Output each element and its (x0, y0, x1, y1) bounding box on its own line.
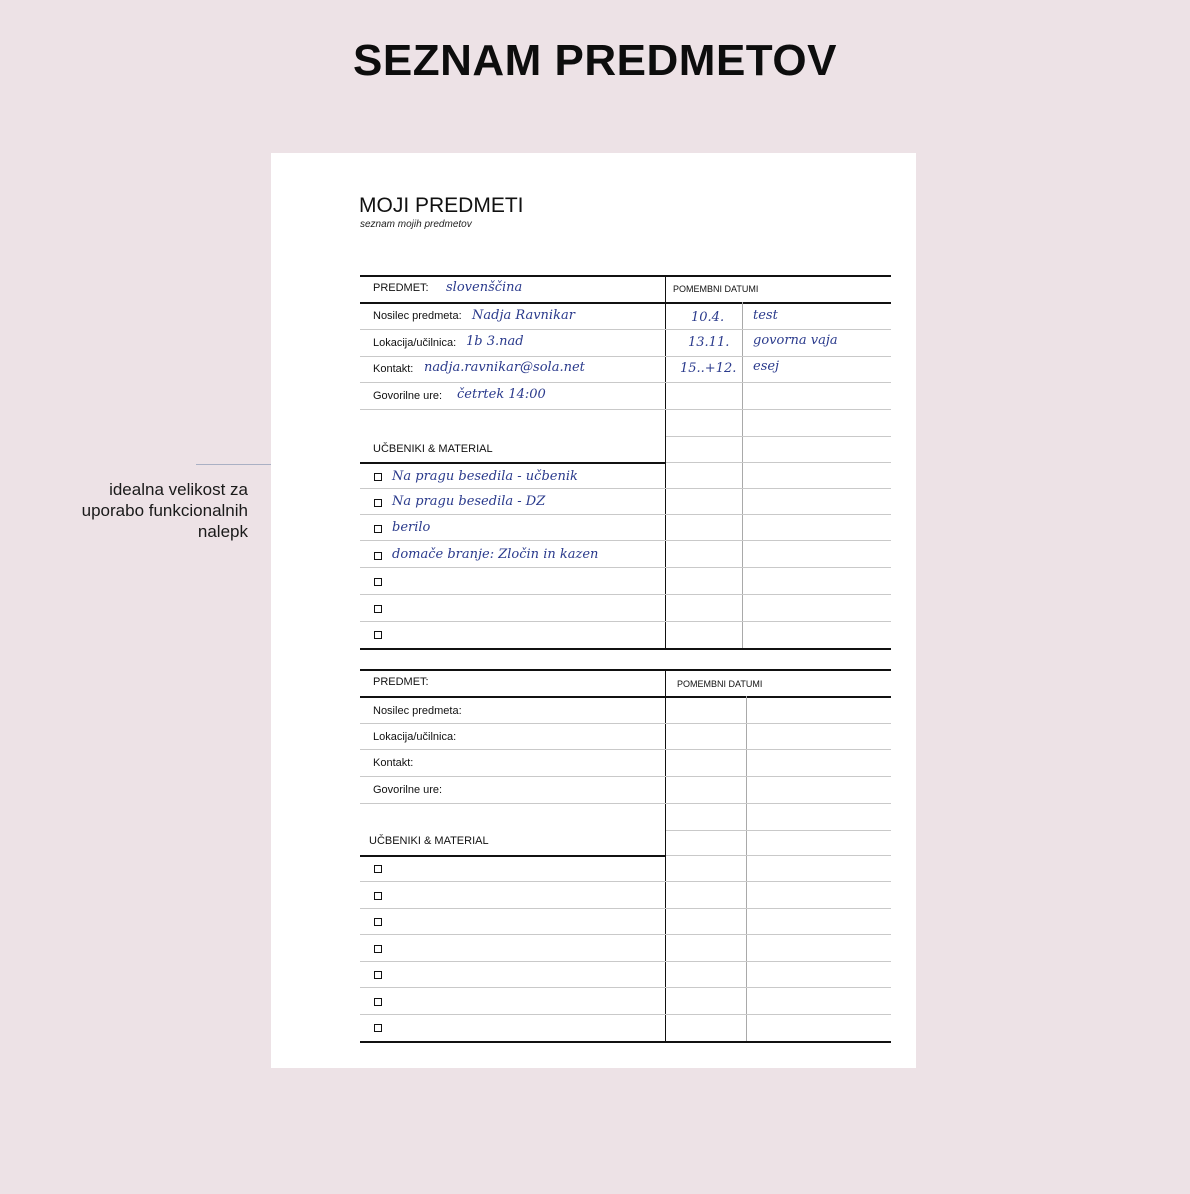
annotation-text (28, 479, 248, 542)
block1-rule (360, 514, 891, 515)
block1-teacher-label: Nosilec predmeta: (373, 310, 462, 322)
planner-sheet (271, 153, 916, 1068)
block1-dates-divider (742, 302, 743, 649)
block2-checkbox[interactable] (374, 1024, 382, 1032)
block2-materials-rule (360, 855, 666, 857)
block2-date-rule (666, 830, 891, 831)
block2-checkbox[interactable] (374, 971, 382, 979)
block2-subject-label: PREDMET: (373, 676, 429, 688)
block2-rule (360, 749, 891, 750)
block1-subject-value[interactable]: slovenščina (446, 280, 523, 295)
block2-teacher-label: Nosilec predmeta: (373, 705, 462, 717)
block1-subject-label: PREDMET: (373, 282, 429, 294)
block1-office-hours-label: Govorilne ure: (373, 390, 443, 402)
block1-checkbox[interactable] (374, 631, 382, 639)
block1-date-rule (666, 462, 891, 463)
block2-rule (360, 987, 891, 988)
block1-dates-heading: POMEMBNI DATUMI (673, 284, 759, 294)
block2-rule (360, 723, 891, 724)
block1-contact-value[interactable]: nadja.ravnikar@sola.net (424, 360, 585, 375)
block1-material-4[interactable]: domače branje: Zločin in kazen (392, 547, 599, 562)
sheet-title: MOJI PREDMETI (359, 194, 524, 217)
block1-checkbox[interactable] (374, 499, 382, 507)
sheet-subtitle: seznam mojih predmetov (360, 219, 472, 230)
block1-teacher-value[interactable]: Nadja Ravnikar (472, 308, 575, 323)
block1-rule (360, 540, 891, 541)
page-title: SEZNAM PREDMETOV (353, 36, 837, 85)
block1-rule (360, 329, 891, 330)
block2-materials-heading: UČBENIKI & MATERIAL (369, 835, 489, 847)
block2-location-label: Lokacija/učilnica: (373, 731, 457, 743)
block2-contact-label: Kontakt: (373, 757, 414, 769)
block2-dates-heading: POMEMBNI DATUMI (677, 679, 763, 689)
block2-rule (360, 1014, 891, 1015)
block1-contact-label: Kontakt: (373, 363, 414, 375)
block1-rule (360, 594, 891, 595)
block1-header-rule (360, 302, 891, 304)
block1-date-2-event[interactable]: govorna vaja (753, 333, 838, 348)
block2-rule (360, 776, 891, 777)
block2-header-rule (360, 696, 891, 698)
block2-rule (360, 881, 891, 882)
block2-checkbox[interactable] (374, 945, 382, 953)
block2-checkbox[interactable] (374, 892, 382, 900)
block1-rule (360, 356, 891, 357)
block1-checkbox[interactable] (374, 473, 382, 481)
block1-material-1[interactable]: Na pragu besedila - učbenik (392, 469, 578, 484)
block1-date-3-event[interactable]: esej (753, 359, 780, 374)
block2-date-rule (666, 855, 891, 856)
block1-material-2[interactable]: Na pragu besedila - DZ (392, 494, 546, 509)
block1-checkbox[interactable] (374, 552, 382, 560)
block1-rule (360, 621, 891, 622)
block1-top-rule (360, 275, 891, 277)
block1-date-3[interactable]: 15..+12. (680, 361, 737, 376)
block2-rule (360, 934, 891, 935)
block1-rule (360, 488, 891, 489)
block1-date-1-event[interactable]: test (753, 308, 778, 323)
block2-bottom-rule (360, 1041, 891, 1043)
block1-material-3[interactable]: berilo (392, 520, 431, 535)
block1-location-label: Lokacija/učilnica: (373, 337, 457, 349)
block1-date-rule (666, 436, 891, 437)
block1-date-1[interactable]: 10.4. (691, 310, 725, 325)
block2-checkbox[interactable] (374, 865, 382, 873)
block2-rule (360, 908, 891, 909)
block1-office-hours-value[interactable]: četrtek 14:00 (457, 387, 546, 402)
block1-rule (360, 382, 891, 383)
block1-materials-heading: UČBENIKI & MATERIAL (373, 443, 493, 455)
block2-checkbox[interactable] (374, 918, 382, 926)
block2-checkbox[interactable] (374, 998, 382, 1006)
annotation-label: idealna velikost za uporabo funkcionalnih nalepk (81, 480, 248, 541)
block1-date-2[interactable]: 13.11. (688, 335, 730, 350)
block2-rule (360, 961, 891, 962)
block2-office-hours-label: Govorilne ure: (373, 784, 443, 796)
block2-dates-divider (746, 696, 747, 1041)
block1-bottom-rule (360, 648, 891, 650)
block1-location-value[interactable]: 1b 3.nad (466, 334, 524, 349)
block2-rule (360, 803, 891, 804)
block1-checkbox[interactable] (374, 605, 382, 613)
block1-checkbox[interactable] (374, 578, 382, 586)
block1-rule (360, 567, 891, 568)
block1-checkbox[interactable] (374, 525, 382, 533)
block1-materials-rule (360, 462, 666, 464)
block2-top-rule (360, 669, 891, 671)
block1-rule (360, 409, 891, 410)
